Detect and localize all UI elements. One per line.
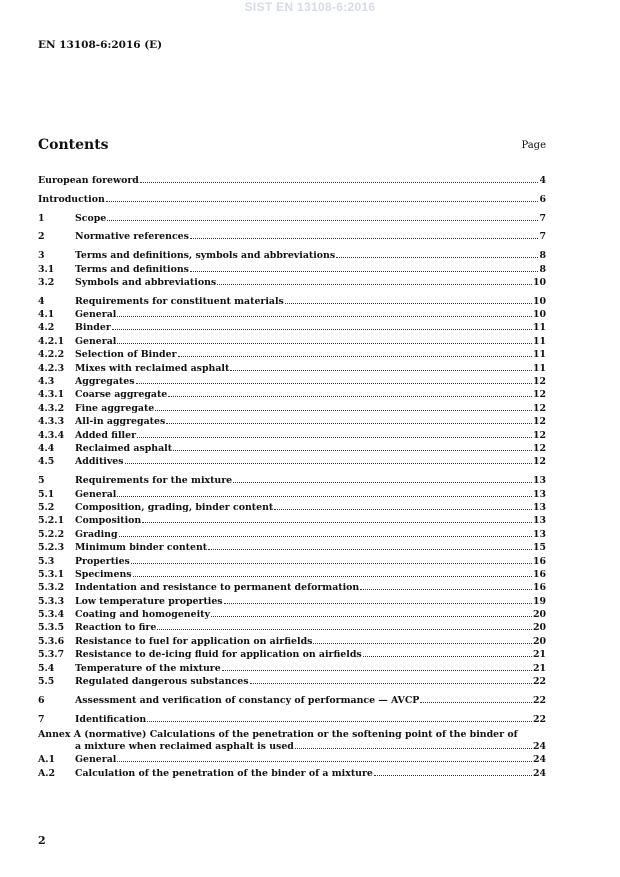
- toc-section-number: 4.2.3: [38, 362, 65, 374]
- toc-section-number: 5.1: [38, 488, 55, 500]
- toc-section-number: 5: [38, 475, 45, 487]
- toc-section-number: A.2: [38, 767, 56, 779]
- dot-leader: [147, 720, 532, 722]
- dot-leader: [112, 328, 532, 330]
- dot-leader: [250, 682, 532, 684]
- toc-section-number: 5.3.3: [38, 595, 65, 607]
- toc-section-title: Coarse aggregate: [75, 389, 168, 401]
- dot-leader: [224, 602, 532, 604]
- toc-entry[interactable]: [38, 555, 546, 568]
- toc-page-number: 4: [539, 175, 546, 186]
- toc-section-number: 4.3.1: [38, 389, 65, 401]
- toc-entry[interactable]: [38, 429, 546, 442]
- table-of-contents: [38, 174, 546, 780]
- toc-entry[interactable]: [38, 308, 546, 321]
- dot-leader: [295, 747, 532, 749]
- toc-section-title: Coating and homogeneity: [75, 609, 210, 621]
- annex-a-title-line2: a mixture when reclaimed asphalt is used: [75, 740, 294, 752]
- dot-leader: [178, 355, 532, 357]
- toc-entry[interactable]: [38, 455, 546, 468]
- toc-entry[interactable]: [38, 621, 546, 634]
- toc-entry[interactable]: [38, 230, 546, 243]
- dot-leader: [313, 642, 532, 644]
- toc-section-number: 4.3.3: [38, 416, 65, 428]
- toc-page-number: 12: [532, 429, 546, 441]
- toc-page-number: 8: [539, 263, 546, 275]
- toc-section-number: 3.1: [38, 263, 55, 275]
- toc-entry[interactable]: [38, 662, 546, 675]
- toc-section-number: 7: [38, 713, 45, 725]
- dot-leader: [190, 237, 539, 239]
- toc-page-number: 16: [532, 568, 546, 580]
- toc-page-number: 13: [532, 515, 546, 527]
- toc-section-number: 1: [38, 212, 45, 224]
- toc-section-title: Terms and definitions: [75, 263, 189, 275]
- toc-entry[interactable]: [38, 488, 546, 501]
- toc-entry[interactable]: [38, 249, 546, 262]
- toc-entry[interactable]: [38, 348, 546, 361]
- toc-section-title: Normative references: [75, 231, 189, 243]
- toc-entry[interactable]: [38, 648, 546, 661]
- toc-entry[interactable]: [38, 514, 546, 527]
- toc-page-number: 11: [532, 335, 546, 347]
- toc-section-title: Selection of Binder: [75, 349, 177, 361]
- toc-entry[interactable]: [38, 174, 546, 187]
- toc-entry[interactable]: [38, 276, 546, 289]
- toc-section-number: 5.5: [38, 676, 55, 688]
- toc-page-number: 21: [532, 662, 546, 674]
- dot-leader: [363, 655, 532, 657]
- toc-page-number: 13: [532, 488, 546, 500]
- toc-section-title: Fine aggregate: [75, 402, 155, 414]
- dot-leader: [157, 628, 532, 630]
- toc-entry[interactable]: [38, 442, 546, 455]
- toc-entry[interactable]: [38, 581, 546, 594]
- dot-leader: [119, 535, 532, 537]
- toc-page-number: 11: [532, 362, 546, 374]
- toc-page-number: 10: [532, 295, 546, 307]
- toc-section-title: Requirements for constituent materials: [75, 295, 284, 307]
- dot-leader: [107, 219, 538, 221]
- toc-section-number: 4.2.2: [38, 349, 65, 361]
- toc-section-title: Composition: [75, 515, 142, 527]
- toc-page-number: 12: [532, 402, 546, 414]
- toc-page-number: 24: [532, 740, 546, 752]
- dot-leader: [117, 760, 532, 762]
- toc-page-number: 20: [532, 635, 546, 647]
- toc-entry[interactable]: [38, 675, 546, 688]
- dot-leader: [190, 270, 539, 272]
- toc-entry[interactable]: [38, 388, 546, 401]
- dot-leader: [125, 462, 532, 464]
- toc-entry[interactable]: [38, 263, 546, 276]
- toc-entry[interactable]: [38, 767, 546, 780]
- toc-section-title: Symbols and abbreviations: [75, 276, 217, 288]
- toc-page-number: 12: [532, 456, 546, 468]
- toc-section-number: 5.2.3: [38, 542, 65, 554]
- contents-heading: Contents: [38, 137, 109, 153]
- dot-leader: [117, 495, 532, 497]
- dot-leader: [374, 774, 532, 776]
- dot-leader: [117, 342, 532, 344]
- toc-page-number: 12: [532, 416, 546, 428]
- dot-leader: [166, 422, 532, 424]
- toc-page-number: 19: [532, 595, 546, 607]
- toc-page-number: 16: [532, 582, 546, 594]
- toc-section-title: Reaction to fire: [75, 622, 157, 634]
- toc-section-number: 4.4: [38, 442, 55, 454]
- dot-leader: [117, 315, 532, 317]
- toc-entry[interactable]: [38, 193, 546, 206]
- toc-section-title: General: [75, 309, 117, 321]
- toc-page-number: 20: [532, 622, 546, 634]
- toc-section-number: 4: [38, 295, 45, 307]
- toc-section-title: European foreword: [38, 175, 139, 186]
- toc-page-number: 6: [539, 193, 546, 205]
- page-column-label: Page: [521, 140, 546, 151]
- toc-section-number: 5.3.2: [38, 582, 65, 594]
- dot-leader: [336, 256, 538, 258]
- toc-section-number: 5.3.5: [38, 622, 65, 634]
- toc-section-title: Indentation and resistance to permanent deformation: [75, 582, 360, 594]
- toc-page-number: 22: [532, 676, 546, 688]
- toc-section-title: Binder: [75, 322, 111, 334]
- dot-leader: [140, 181, 539, 183]
- toc-section-number: 5.3: [38, 555, 55, 567]
- dot-leader: [173, 449, 532, 451]
- dot-leader: [211, 615, 532, 617]
- toc-section-number: 4.3.4: [38, 429, 65, 441]
- toc-page-number: 12: [532, 442, 546, 454]
- toc-entry[interactable]: [38, 568, 546, 581]
- toc-section-number: 3: [38, 250, 45, 262]
- toc-page-number: 16: [532, 555, 546, 567]
- toc-section-title: Additives: [75, 456, 124, 468]
- toc-section-number: 5.4: [38, 662, 55, 674]
- annex-a-heading[interactable]: Annex A (normative) Calculations of the penetration or the softening point of the binder of: [38, 728, 518, 740]
- toc-entry[interactable]: [38, 713, 546, 726]
- toc-page-number: 10: [532, 276, 546, 288]
- toc-section-title: General: [75, 754, 117, 766]
- toc-section-number: 5.3.7: [38, 649, 65, 661]
- toc-section-title: Mixes with reclaimed asphalt: [75, 362, 230, 374]
- toc-section-number: 4.1: [38, 309, 55, 321]
- toc-entry[interactable]: [38, 595, 546, 608]
- toc-entry[interactable]: [38, 375, 546, 388]
- annex-a-heading-continuation[interactable]: [38, 741, 546, 754]
- toc-page-number: 22: [532, 694, 546, 706]
- toc-entry[interactable]: [38, 608, 546, 621]
- dot-leader: [131, 562, 532, 564]
- toc-page-number: 13: [532, 528, 546, 540]
- dot-leader: [420, 701, 532, 703]
- toc-section-number: 4.2.1: [38, 335, 65, 347]
- toc-section-title: Introduction: [38, 193, 105, 205]
- toc-entry[interactable]: [38, 295, 546, 308]
- toc-entry[interactable]: [38, 694, 546, 707]
- toc-section-title: Specimens: [75, 568, 132, 580]
- toc-page-number: 21: [532, 649, 546, 661]
- toc-page-number: 10: [532, 309, 546, 321]
- toc-entry[interactable]: [38, 541, 546, 554]
- dot-leader: [106, 200, 539, 202]
- toc-page-number: 24: [532, 754, 546, 766]
- toc-section-title: Requirements for the mixture: [75, 475, 233, 487]
- toc-section-title: Calculation of the penetration of the binder of a mixture: [75, 767, 373, 779]
- dot-leader: [217, 283, 532, 285]
- toc-section-number: 5.2: [38, 501, 55, 513]
- dot-leader: [222, 669, 532, 671]
- dot-leader: [208, 548, 532, 550]
- toc-page-number: 13: [532, 501, 546, 513]
- toc-section-number: A.1: [38, 754, 56, 766]
- dot-leader: [168, 395, 532, 397]
- toc-entry[interactable]: [38, 362, 546, 375]
- toc-entry[interactable]: [38, 415, 546, 428]
- toc-entry[interactable]: [38, 635, 546, 648]
- toc-entry[interactable]: [38, 528, 546, 541]
- toc-section-title: All-in aggregates: [75, 416, 166, 428]
- toc-page-number: 13: [532, 475, 546, 487]
- toc-page-number: 22: [532, 713, 546, 725]
- toc-section-title: Identification: [75, 713, 147, 725]
- toc-section-number: 4.2: [38, 322, 55, 334]
- toc-section-title: Resistance to fuel for application on airfields: [75, 635, 313, 647]
- toc-page-number: 24: [532, 767, 546, 779]
- watermark: SIST EN 13108-6:2016: [244, 0, 376, 14]
- toc-entry[interactable]: [38, 753, 546, 766]
- toc-section-title: Assessment and verification of constancy of performance — AVCP: [75, 694, 420, 706]
- toc-section-number: 5.3.4: [38, 609, 65, 621]
- toc-section-number: 5.3.6: [38, 635, 65, 647]
- toc-section-title: Terms and definitions, symbols and abbreviations: [75, 250, 336, 262]
- toc-section-number: 3.2: [38, 276, 55, 288]
- toc-page-number: 20: [532, 609, 546, 621]
- toc-section-title: Composition, grading, binder content: [75, 501, 274, 513]
- dot-leader: [285, 302, 532, 304]
- toc-page-number: 12: [532, 376, 546, 388]
- toc-entry[interactable]: [38, 402, 546, 415]
- toc-entry[interactable]: [38, 212, 546, 225]
- toc-entry[interactable]: [38, 501, 546, 514]
- toc-section-title: Temperature of the mixture: [75, 662, 221, 674]
- toc-entry[interactable]: [38, 321, 546, 334]
- toc-entry[interactable]: [38, 335, 546, 348]
- toc-section-title: Aggregates: [75, 376, 135, 388]
- toc-page-number: 8: [539, 250, 546, 262]
- toc-page-number: 7: [539, 231, 546, 243]
- dot-leader: [230, 369, 532, 371]
- toc-section-number: 5.2.1: [38, 515, 65, 527]
- toc-section-number: 4.3.2: [38, 402, 65, 414]
- toc-section-number: 5.2.2: [38, 528, 65, 540]
- toc-page-number: 11: [532, 322, 546, 334]
- dot-leader: [155, 409, 532, 411]
- toc-section-title: Scope: [75, 212, 107, 224]
- toc-section-number: 6: [38, 694, 45, 706]
- toc-page-number: 11: [532, 349, 546, 361]
- toc-section-number: 2: [38, 231, 45, 243]
- toc-section-title: Minimum binder content: [75, 542, 208, 554]
- dot-leader: [274, 508, 532, 510]
- toc-section-number: 4.5: [38, 456, 55, 468]
- toc-page-number: 12: [532, 389, 546, 401]
- document-id: EN 13108-6:2016 (E): [38, 39, 163, 51]
- toc-section-title: Regulated dangerous substances: [75, 676, 249, 688]
- dot-leader: [233, 481, 532, 483]
- toc-section-title: Grading: [75, 528, 118, 540]
- toc-section-title: General: [75, 335, 117, 347]
- dot-leader: [142, 521, 532, 523]
- toc-section-number: 5.3.1: [38, 568, 65, 580]
- toc-section-title: Properties: [75, 555, 130, 567]
- toc-section-title: Added filler: [75, 429, 137, 441]
- toc-section-number: 4.3: [38, 376, 55, 388]
- toc-section-title: General: [75, 488, 117, 500]
- dot-leader: [133, 575, 532, 577]
- dot-leader: [137, 436, 532, 438]
- toc-page-number: 15: [532, 542, 546, 554]
- toc-section-title: Low temperature properties: [75, 595, 223, 607]
- dot-leader: [136, 382, 532, 384]
- toc-section-title: Resistance to de-icing fluid for application on airfields: [75, 649, 362, 661]
- toc-page-number: 7: [539, 212, 546, 224]
- page-number: 2: [38, 834, 46, 847]
- toc-section-title: Reclaimed asphalt: [75, 442, 173, 454]
- dot-leader: [360, 588, 532, 590]
- toc-entry[interactable]: [38, 474, 546, 487]
